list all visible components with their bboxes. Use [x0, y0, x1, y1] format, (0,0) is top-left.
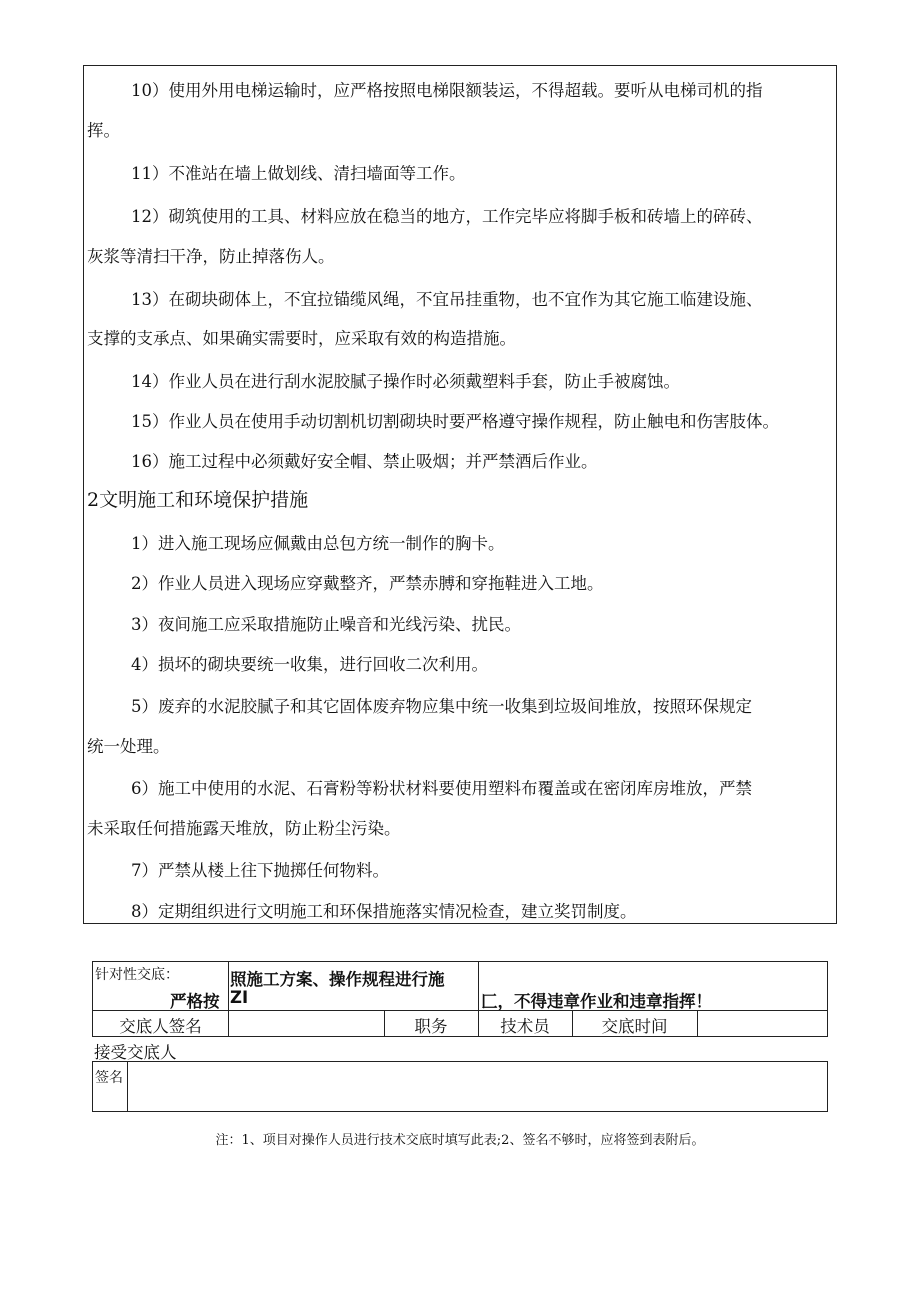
rule-12-line2: 灰浆等清扫干净，防止掉落伤人。 [87, 247, 335, 266]
rule-10-line1: 10）使用外用电梯运输时，应严格按照电梯限额装运，不得超载。要听从电梯司机的指 [131, 81, 763, 100]
env-item-3: 3）夜间施工应采取措施防止噪音和光线污染、扰民。 [131, 615, 521, 634]
rule-15: 15）作业人员在使用手动切割机切割砌块时要严格遵守操作规程，防止触电和伤害肢体。 [131, 412, 779, 431]
position-label: 职务 [414, 1017, 448, 1036]
env-item-5-line2: 统一处理。 [87, 737, 170, 756]
handover-sign-label: 交底人签名 [119, 1017, 202, 1036]
rule-10-line2: 挥。 [87, 121, 120, 140]
rule-13-line2: 支撑的支承点、如果确实需要时，应采取有效的构造措施。 [87, 329, 516, 348]
handover-time-label: 交底时间 [601, 1017, 668, 1036]
receiver-label: 接受交底人 [94, 1043, 177, 1062]
position-value: 技术员 [500, 1017, 550, 1036]
handover-sign-row [92, 1010, 828, 1037]
rule-14: 14）作业人员在进行刮水泥胶腻子操作时必须戴塑料手套，防止手被腐蚀。 [131, 372, 680, 391]
receiver-sign-field[interactable] [128, 1062, 827, 1111]
handover-sign-field[interactable] [229, 1013, 384, 1035]
strict-text-b: 照施工方案、操作规程进行施 [230, 970, 445, 989]
receiver-sign-label: 签名 [95, 1070, 123, 1086]
receiver-sign-row [92, 1061, 828, 1112]
footnote: 注：1、项目对操作人员进行技术交底时填写此表;2、签名不够时，应将签到表附后。 [215, 1133, 705, 1148]
targeted-handover-row [92, 961, 828, 1011]
strict-text-d: 匚，不得违章作业和违章指挥！ [481, 992, 712, 1011]
section-2-title: 2文明施工和环境保护措施 [87, 489, 309, 511]
rule-11: 11）不准站在墙上做划线、清扫墙面等工作。 [131, 164, 466, 183]
env-item-5-line1: 5）废弃的水泥胶腻子和其它固体废弃物应集中统一收集到垃圾间堆放，按照环保规定 [131, 697, 752, 716]
strict-text-a: 严格按 [170, 992, 220, 1011]
env-item-6-line2: 未采取任何措施露天堆放，防止粉尘污染。 [87, 819, 401, 838]
targeted-handover-label: 针对性交底： [95, 967, 179, 983]
handover-time-field[interactable] [698, 1013, 827, 1035]
env-item-8: 8）定期组织进行文明施工和环保措施落实情况检查，建立奖罚制度。 [131, 902, 637, 921]
strict-text-c: ZI [230, 988, 249, 1007]
env-item-1: 1）进入施工现场应佩戴由总包方统一制作的胸卡。 [131, 534, 505, 553]
content-box [83, 65, 837, 924]
env-item-7: 7）严禁从楼上往下抛掷任何物料。 [131, 861, 389, 880]
rule-13-line1: 13）在砌块砌体上，不宜拉锚缆风绳，不宜吊挂重物，也不宜作为其它施工临建设施、 [131, 290, 763, 309]
rule-12-line1: 12）砌筑使用的工具、材料应放在稳当的地方，工作完毕应将脚手板和砖墙上的碎砖、 [131, 207, 763, 226]
env-item-6-line1: 6）施工中使用的水泥、石膏粉等粉状材料要使用塑料布覆盖或在密闭库房堆放，严禁 [131, 779, 752, 798]
env-item-4: 4）损坏的砌块要统一收集，进行回收二次利用。 [131, 655, 488, 674]
env-item-2: 2）作业人员进入现场应穿戴整齐，严禁赤膊和穿拖鞋进入工地。 [131, 574, 604, 593]
rule-16: 16）施工过程中必须戴好安全帽、禁止吸烟；并严禁酒后作业。 [131, 452, 598, 471]
